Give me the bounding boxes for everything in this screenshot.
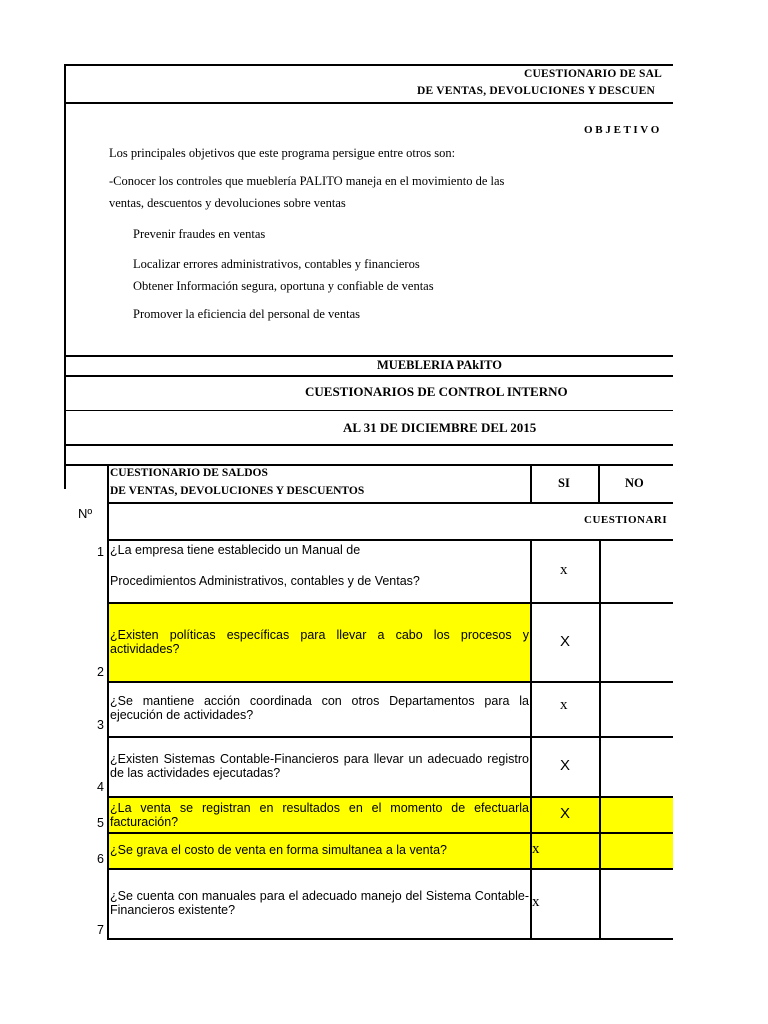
question-text: ¿Existen Sistemas Contable-Financieros para llevar un adecuado registro de las actividades ejecutadas? [110,752,529,780]
table-col-no-rows [599,539,601,940]
header-title-line2: DE VENTAS, DEVOLUCIONES Y DESCUEN [417,85,656,97]
table-header-bottom [107,502,673,504]
divider-company [64,375,673,377]
question-text: ¿La empresa tiene establecido un Manual de [110,543,361,557]
page-subtitle: CUESTIONARIOS DE CONTROL INTERNO [305,384,568,399]
objectives-heading: O B J E T I V O [584,124,660,136]
divider-objectives [64,355,673,357]
question-text: ¿Se grava el costo de venta en forma simultanea a la venta? [110,843,447,857]
objective-item: Promover la eficiencia del personal de ventas [133,307,360,321]
si-mark: X [560,757,571,774]
row-number: 4 [97,780,104,794]
si-mark: X [560,805,571,822]
objectives-main-line2: ventas, descuentos y devoluciones sobre ventas [109,196,346,210]
row-number: 3 [97,718,104,732]
objective-item: Prevenir fraudes en ventas [133,227,266,241]
table-col-no-left [598,464,600,504]
row-4-bottom [107,796,673,798]
divider-subtitle [64,410,673,411]
si-mark: x [532,894,540,910]
table-col-si-rows [530,539,532,940]
si-mark: x [560,697,568,713]
border-top [64,64,673,66]
row-5-bottom [107,832,673,834]
row-2-bottom [107,681,673,683]
question-text: ¿La venta se registran en resultados en el momento de efectuarla facturación? [110,801,529,829]
table-col-si-left [530,464,532,504]
number-column-header: Nº [78,506,93,521]
question-header-line2: DE VENTAS, DEVOLUCIONES Y DESCUENTOS [110,485,365,497]
divider-date [64,444,673,446]
section-label: CUESTIONARI [584,514,668,526]
no-column-header: NO [625,476,644,490]
table-bottom [107,938,673,940]
si-column-header: SI [558,476,570,490]
objective-item: Obtener Información segura, oportuna y confiable de ventas [133,279,434,293]
row-6-bottom [107,868,673,870]
row-number: 7 [97,923,104,937]
row-number: 2 [97,665,104,679]
si-mark: X [560,633,571,650]
divider-title [64,102,673,104]
row-number: 6 [97,852,104,866]
question-header-line1: CUESTIONARIO DE SALDOS [110,467,268,479]
table-section-bottom [107,539,673,541]
question-text: ¿Existen políticas específicas para llevar a cabo los procesos y actividades? [110,628,529,656]
row-number: 5 [97,816,104,830]
objective-item: Localizar errores administrativos, contables y financieros [133,257,420,271]
row-3-bottom [107,736,673,738]
date-line: AL 31 DE DICIEMBRE DEL 2015 [343,420,537,435]
objectives-main-line1: -Conocer los controles que mueblería PALITO maneja en el movimiento de las [109,174,505,188]
divider-table-top [64,464,673,466]
si-mark: x [532,841,540,857]
row-1-bottom [107,602,673,604]
border-left-upper [64,64,66,489]
company-name: MUEBLERIA PAkITO [377,358,502,372]
question-text: Procedimientos Administrativos, contables y de Ventas? [110,574,420,588]
question-text: ¿Se cuenta con manuales para el adecuado manejo del Sistema Contable-Financieros existente? [110,889,529,917]
row-number: 1 [97,545,104,559]
objectives-intro: Los principales objetivos que este programa persigue entre otros son: [109,146,456,160]
si-mark: x [560,562,568,578]
header-title-line1: CUESTIONARIO DE SAL [524,68,662,80]
question-text: ¿Se mantiene acción coordinada con otros Departamentos para la ejecución de actividades? [110,694,529,722]
